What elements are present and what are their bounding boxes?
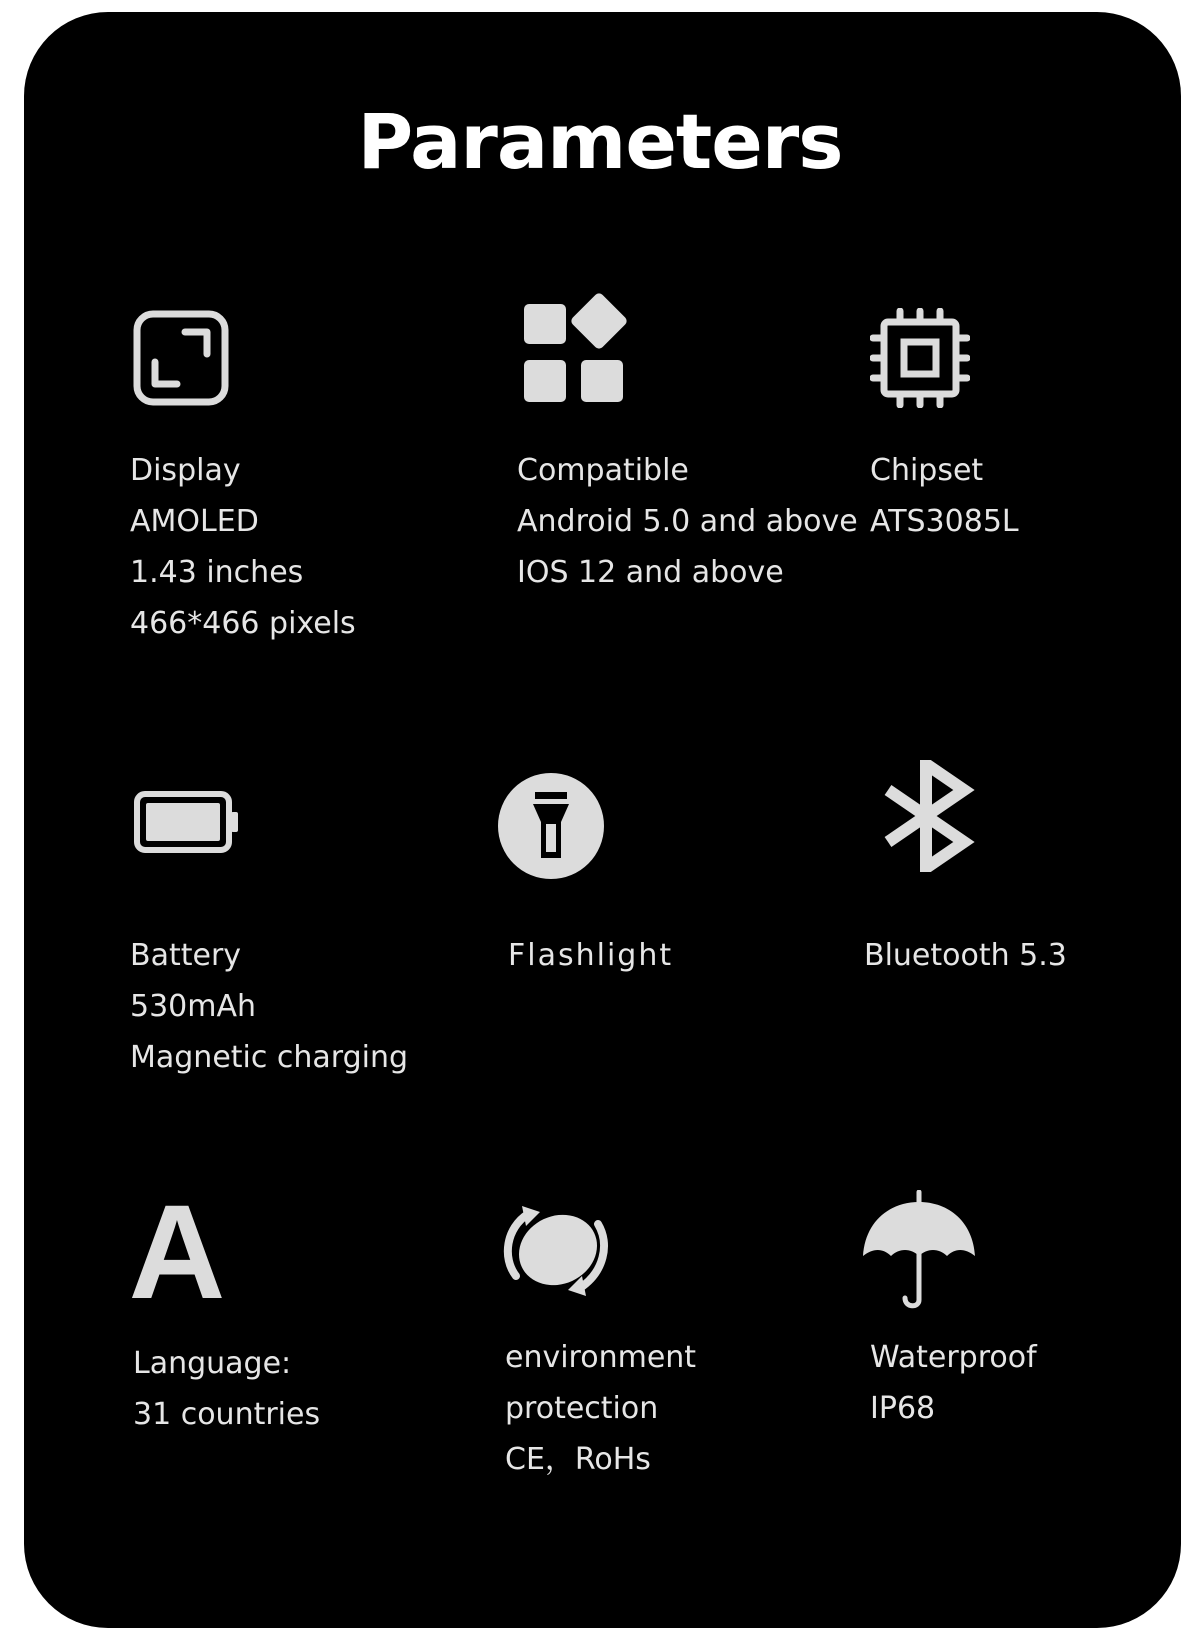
feature-chipset-model: ATS3085L bbox=[870, 504, 1019, 539]
feature-environment-subheading: protection bbox=[505, 1391, 659, 1426]
chip-icon bbox=[870, 308, 970, 408]
feature-waterproof-text bbox=[870, 1332, 1037, 1434]
language-glyph: A bbox=[128, 1195, 226, 1305]
page-title: Parameters bbox=[357, 97, 843, 186]
feature-chipset-heading: Chipset bbox=[870, 453, 984, 488]
feature-bluetooth-text bbox=[864, 930, 1067, 981]
feature-language-count: 31 countries bbox=[133, 1397, 321, 1432]
feature-display-text bbox=[130, 445, 356, 649]
feature-language-heading: Language: bbox=[133, 1346, 292, 1381]
feature-display-type: AMOLED bbox=[130, 504, 259, 539]
feature-display-size: 1.43 inches bbox=[130, 555, 304, 590]
feature-waterproof-rating: IP68 bbox=[870, 1391, 936, 1426]
feature-compatible-text bbox=[517, 445, 858, 598]
feature-battery-heading: Battery bbox=[130, 938, 242, 973]
umbrella-icon bbox=[861, 1190, 977, 1312]
feature-display-resolution: 466*466 pixels bbox=[130, 606, 356, 641]
battery-icon bbox=[133, 790, 241, 856]
feature-environment-heading: environment bbox=[505, 1340, 697, 1375]
feature-battery-charging: Magnetic charging bbox=[130, 1040, 409, 1075]
feature-environment-certs: CE，RoHs bbox=[505, 1442, 651, 1477]
feature-chipset-text bbox=[870, 445, 1019, 547]
feature-flashlight-text bbox=[508, 930, 673, 981]
eco-cycle-icon bbox=[500, 1200, 612, 1300]
feature-battery-capacity: 530mAh bbox=[130, 989, 257, 1024]
feature-bluetooth-heading: Bluetooth 5.3 bbox=[864, 938, 1067, 973]
feature-compatible-heading: Compatible bbox=[517, 453, 689, 488]
feature-waterproof-heading: Waterproof bbox=[870, 1340, 1037, 1375]
feature-environment-text bbox=[505, 1332, 696, 1485]
feature-language-text bbox=[133, 1338, 320, 1440]
language-icon bbox=[127, 1195, 227, 1305]
feature-flashlight-heading: Flashlight bbox=[508, 938, 674, 973]
bluetooth-icon bbox=[880, 760, 976, 872]
flashlight-icon bbox=[497, 772, 605, 880]
feature-compatible-android: Android 5.0 and above bbox=[517, 504, 858, 539]
apps-grid-icon bbox=[520, 290, 636, 404]
feature-battery-text bbox=[130, 930, 408, 1083]
feature-compatible-ios: IOS 12 and above bbox=[517, 555, 784, 590]
display-frame-icon bbox=[133, 310, 229, 406]
feature-display-heading: Display bbox=[130, 453, 241, 488]
